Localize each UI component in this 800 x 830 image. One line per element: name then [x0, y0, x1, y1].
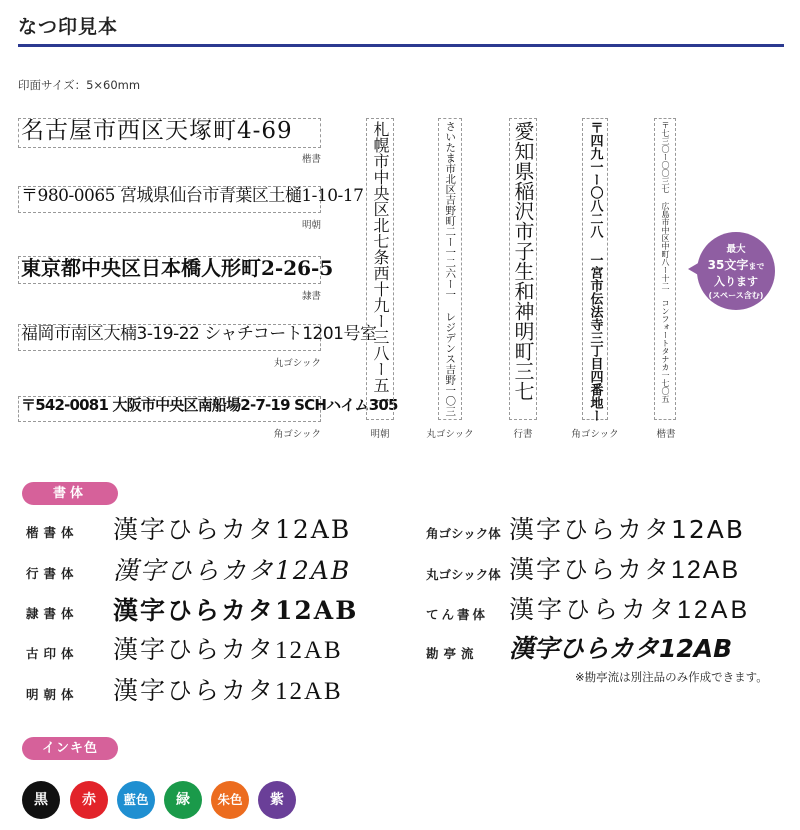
font-label-koin: 古印体	[26, 646, 79, 661]
horizontal-sample-5-font: 角ゴシック	[273, 429, 321, 440]
vertical-sample-4-font: 角ゴシック	[571, 429, 619, 440]
vertical-sample-1-font: 明朝	[370, 429, 390, 440]
badge-count-suffix: まで	[748, 262, 765, 271]
vertical-sample-5: 〒七三〇ー〇〇三七 広島市中区中町八ー十二 コンフォートタナカ一七〇五	[654, 118, 676, 420]
ink-color-indigo: 藍色	[117, 781, 155, 819]
font-sample-mincho: 漢字ひらカタ12AB	[113, 678, 343, 705]
fonts-heading: 書体	[22, 482, 118, 505]
font-label-gyosho: 行書体	[26, 566, 79, 581]
vertical-sample-3-font: 行書	[513, 429, 533, 440]
badge-count: 35文字	[707, 258, 749, 272]
title-rule	[18, 44, 784, 47]
horizontal-sample-4: 福岡市南区大楠3-19-22 シャチコート1201号室	[18, 324, 321, 351]
vertical-sample-5-font: 楷書	[656, 429, 676, 440]
font-sample-kanteiryu: 漢字ひらカタ12AB	[509, 634, 733, 663]
font-label-tensho: てん書体	[426, 607, 489, 622]
font-label-kanteiryu: 勘亭流	[426, 646, 479, 661]
badge-line-1: 最大	[726, 244, 746, 255]
horizontal-sample-5: 〒542-0081 大阪市中央区南船場2-7-19 SCHハイム305	[18, 396, 321, 422]
horizontal-sample-2: 〒980-0065 宮城県仙台市青葉区土樋1-10-17	[18, 186, 321, 213]
badge-line-4: (スペース含む)	[708, 291, 764, 300]
vertical-sample-2: さいたま市北区吉野町二ー一二六ー一 レジデンス吉野一〇三	[438, 118, 462, 420]
max-characters-badge	[697, 232, 775, 310]
ink-color-black: 黒	[22, 781, 60, 819]
vertical-sample-3: 愛知県稲沢市子生和神明町三七	[509, 118, 537, 420]
ink-color-green: 緑	[164, 781, 202, 819]
font-sample-kaku-gothic: 漢字ひらカタ12AB	[509, 515, 746, 544]
vertical-sample-1: 札幌市中央区北七条西十九ー三八ー五一	[366, 118, 394, 420]
font-label-reisho: 隷書体	[26, 606, 79, 621]
horizontal-sample-3: 東京都中央区日本橋人形町2-26-5	[18, 256, 321, 284]
font-sample-kaisho: 漢字ひらカタ12AB	[113, 515, 352, 544]
vertical-sample-4: 〒四九一ー〇八二八 一宮市伝法寺三丁目四番地ー	[582, 118, 608, 420]
font-sample-maru-gothic: 漢字ひらカタ12AB	[509, 556, 741, 584]
font-label-kaku-gothic: 角ゴシック体	[426, 526, 501, 541]
font-label-kaisho: 楷書体	[26, 525, 79, 540]
horizontal-sample-4-font: 丸ゴシック	[273, 358, 321, 369]
ink-color-red: 赤	[70, 781, 108, 819]
page-title: なつ印見本	[18, 16, 119, 38]
font-label-maru-gothic: 丸ゴシック体	[426, 567, 501, 582]
font-label-mincho: 明朝体	[26, 687, 79, 702]
font-sample-gyosho: 漢字ひらカタ12AB	[113, 556, 352, 585]
font-sample-koin: 漢字ひらカタ12AB	[113, 637, 343, 664]
horizontal-sample-2-font: 明朝	[301, 220, 321, 231]
kanteiryu-note: ※勘亭流は別注品のみ作成できます。	[575, 670, 768, 684]
horizontal-sample-3-font: 隷書	[301, 291, 321, 302]
horizontal-sample-1: 名古屋市西区天塚町4-69	[18, 118, 321, 148]
ink-heading: インキ色	[22, 737, 118, 760]
vertical-sample-2-font: 丸ゴシック	[426, 429, 474, 440]
badge-line-2	[697, 256, 775, 273]
horizontal-sample-1-font: 楷書	[301, 154, 321, 165]
font-sample-tensho: 漢字ひらカタ12AB	[509, 596, 751, 624]
ink-color-purple: 紫	[258, 781, 296, 819]
print-size-note: 印面サイズ：5×60mm	[18, 78, 141, 92]
badge-line-3: 入ります	[714, 275, 758, 288]
ink-color-vermilion: 朱色	[211, 781, 249, 819]
font-sample-reisho: 漢字ひらカタ12AB	[113, 596, 359, 625]
